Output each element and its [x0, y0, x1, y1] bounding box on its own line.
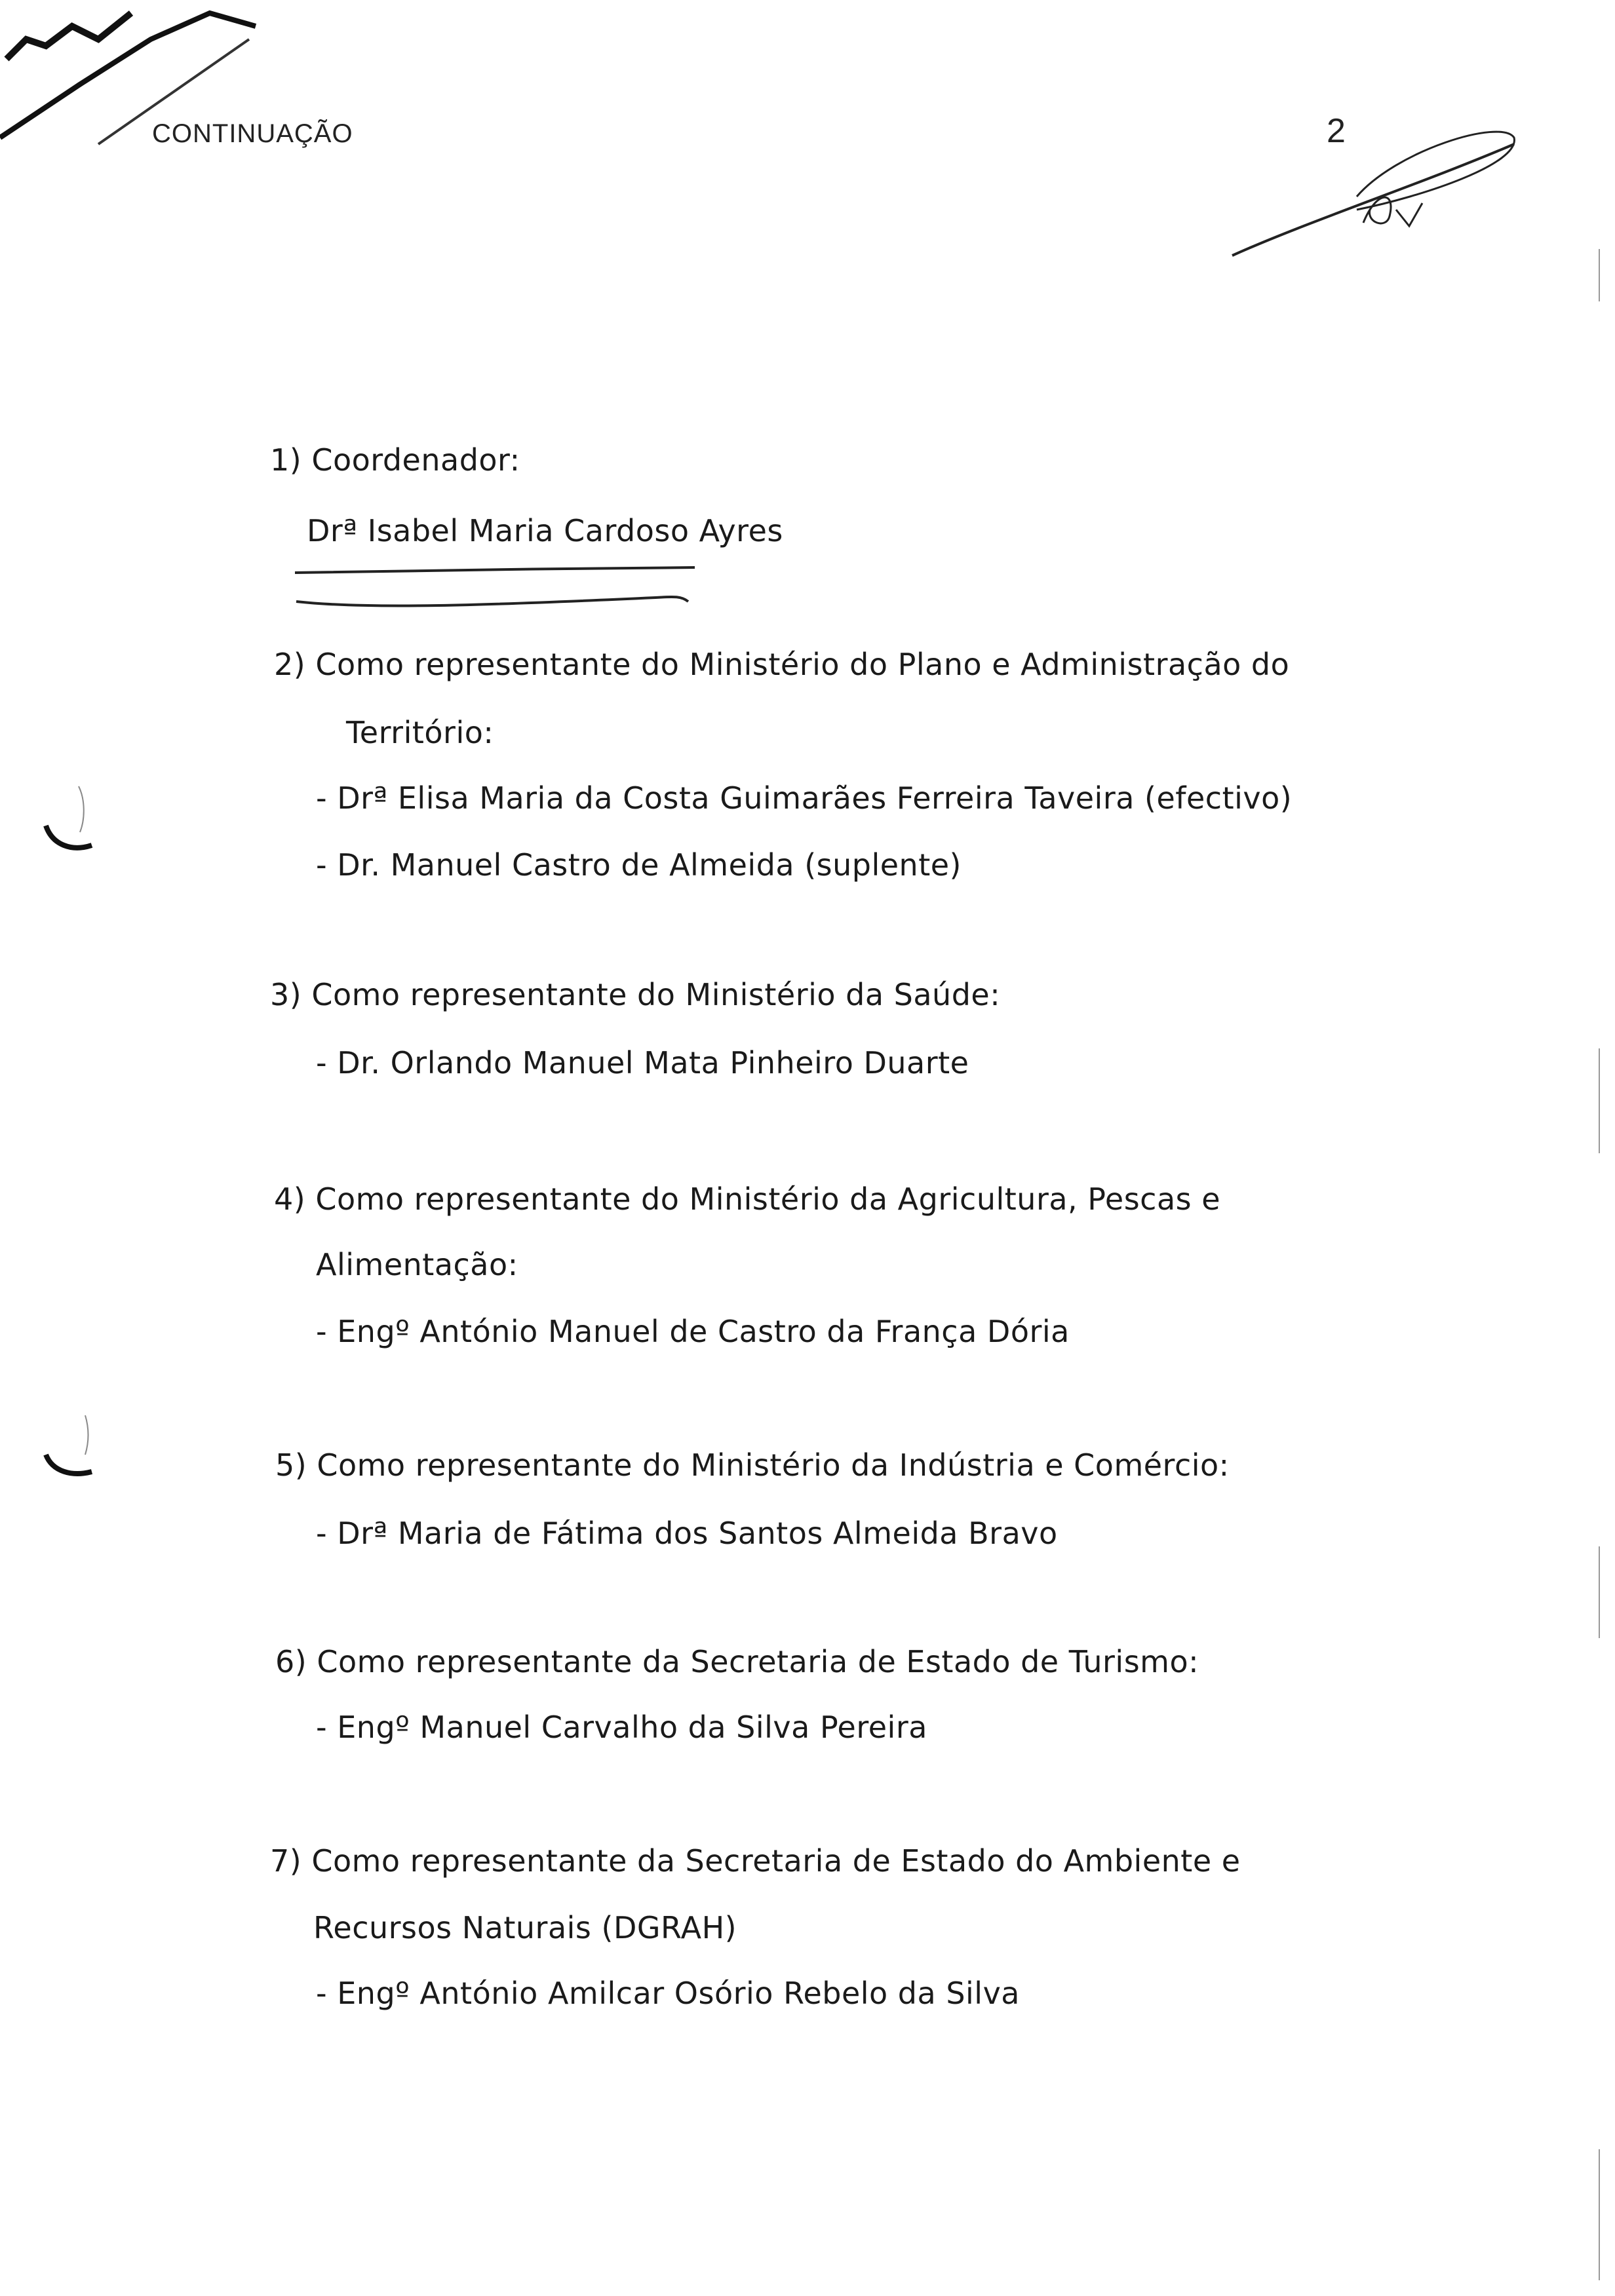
section-2-heading-line-1: 2) Como representante do Ministério do Plano e Administração do [274, 647, 1290, 682]
section-7-member-1: - Engº António Amilcar Osório Rebelo da Silva [316, 1976, 1020, 2011]
section-7-heading-line-2: Recursos Naturais (DGRAH) [313, 1910, 737, 1945]
section-5-heading: 5) Como representante do Ministério da Indústria e Comércio: [275, 1447, 1230, 1483]
section-2-member-2: - Dr. Manuel Castro de Almeida (suplente) [316, 847, 962, 883]
section-6-heading: 6) Como representante da Secretaria de Estado de Turismo: [275, 1644, 1199, 1679]
punch-hole-mark [39, 1409, 98, 1487]
section-3-member-1: - Dr. Orlando Manuel Mata Pinheiro Duarte [316, 1045, 969, 1081]
coordinator-name: Drª Isabel Maria Cardoso Ayres [307, 513, 783, 548]
section-2-member-1: - Drª Elisa Maria da Costa Guimarães Ferreira Taveira (efectivo) [316, 780, 1293, 816]
section-2-heading-line-2: Território: [346, 715, 494, 750]
section-4-member-1: - Engº António Manuel de Castro da França Dória [316, 1314, 1070, 1349]
section-1-heading: 1) Coordenador: [270, 442, 520, 478]
section-5-member-1: - Drª Maria de Fátima dos Santos Almeida Bravo [316, 1516, 1058, 1551]
page-number: 2 [1327, 112, 1346, 150]
name-underline [288, 564, 708, 616]
signature-initials [1226, 111, 1527, 269]
continuation-label: CONTINUAÇÃO [152, 119, 353, 148]
section-3-heading: 3) Como representante do Ministério da Saúde: [270, 977, 1001, 1012]
scan-edge [1597, 249, 1603, 2280]
section-7-heading-line-1: 7) Como representante da Secretaria de Estado do Ambiente e [270, 1843, 1241, 1879]
section-6-member-1: - Engº Manuel Carvalho da Silva Pereira [316, 1710, 927, 1745]
section-4-heading-line-1: 4) Como representante do Ministério da Agricultura, Pescas e [274, 1181, 1221, 1217]
section-4-heading-line-2: Alimentação: [316, 1247, 518, 1282]
punch-hole-mark [39, 780, 98, 878]
